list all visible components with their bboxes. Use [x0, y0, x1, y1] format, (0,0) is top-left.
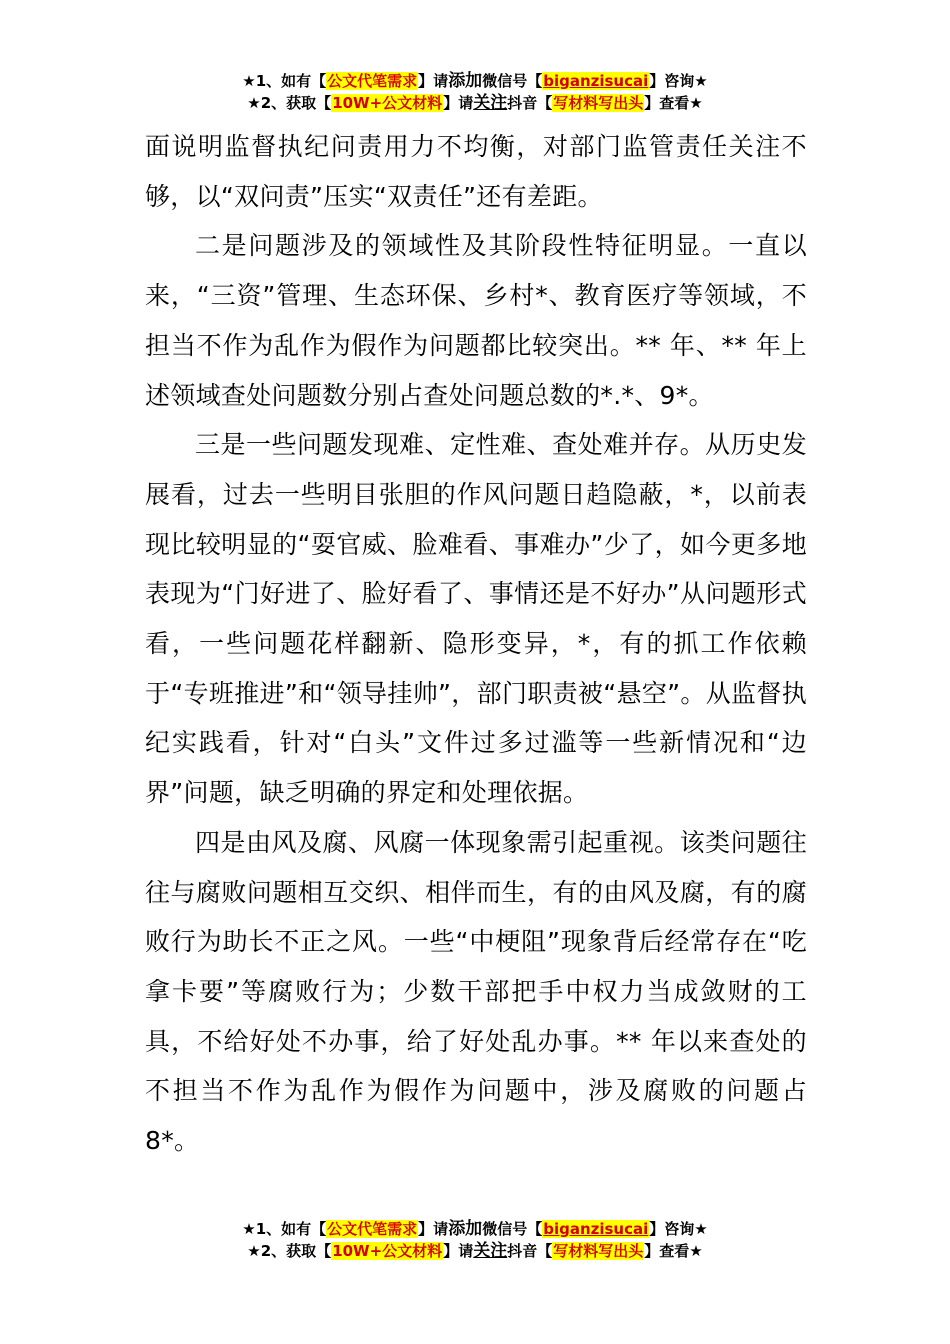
footer-highlight-service: 公文代笔需求 [327, 1220, 418, 1238]
paragraph-point-three: 三是一些问题发现难、定性难、查处难并存。从历史发展看，过去一些明目张胆的作风问题日趋隐蔽，*，以前表现比较明显的“耍官威、脸难看、事难办”少了，如今更多地表现为“门好进了、脸好看了、事情还是不好办”从问题形式看，一些问题花样翻新、隐形变异，*，有的抓工作依赖于“专班推进”和“领导挂帅”，部门职责被“悬空”。从监督执纪实践看，针对“白头”文件过多过滥等一些新情况和“边界”问题，缺乏明确的界定和处理依据。 [145, 430, 807, 808]
paragraph-point-four: 四是由风及腐、风腐一体现象需引起重视。该类问题往往与腐败问题相互交织、相伴而生，有的由风及腐，有的腐败行为助长不正之风。一些“中梗阻”现象背后经常存在“吃拿卡要”等腐败行为；少数干部把手中权力当成敛财的工具，不给好处不办事，给了好处乱办事。** 年以来查处的不担当不作为乱作为假作为问题中，涉及腐败的问题占 8*。 [145, 827, 807, 1156]
footer-banner-line-2: ★2、获取【10W+公文材料】请关注抖音【写材料写出头】查看★ [247, 1241, 703, 1261]
banner-highlight-service: 公文代笔需求 [327, 72, 418, 90]
paragraph-point-two: 二是问题涉及的领域性及其阶段性特征明显。一直以来，“三资”管理、生态环保、乡村*、教育医疗等领域，不担当不作为乱作为假作为问题都比较突出。** 年、** 年上述领域查处问题数分别占查处问题总数的*.*、9*。 [145, 231, 807, 410]
footer-banner [0, 1218, 950, 1262]
footer-banner-line-1: ★1、如有【公文代笔需求】请添加微信号【biganzisucai】咨询★ [242, 1219, 708, 1239]
header-banner [0, 70, 950, 114]
footer-highlight-materials: 10W+公文材料 [332, 1242, 443, 1260]
banner-highlight-materials: 10W+公文材料 [332, 94, 443, 112]
banner-line-1: ★1、如有【公文代笔需求】请添加微信号【biganzisucai】咨询★ [242, 71, 708, 91]
footer-wechat-id[interactable]: biganzisucai [543, 1220, 649, 1238]
banner-wechat-id[interactable]: biganzisucai [543, 72, 649, 90]
paragraph-continued: 面说明监督执纪问责用力不均衡，对部门监管责任关注不够，以“双问责”压实“双责任”还有差距。 [145, 132, 807, 211]
footer-douyin-account[interactable]: 写材料写出头 [553, 1242, 644, 1260]
banner-line-2: ★2、获取【10W+公文材料】请关注抖音【写材料写出头】查看★ [247, 93, 703, 113]
document-body [145, 122, 807, 1166]
banner-douyin-account[interactable]: 写材料写出头 [553, 94, 644, 112]
